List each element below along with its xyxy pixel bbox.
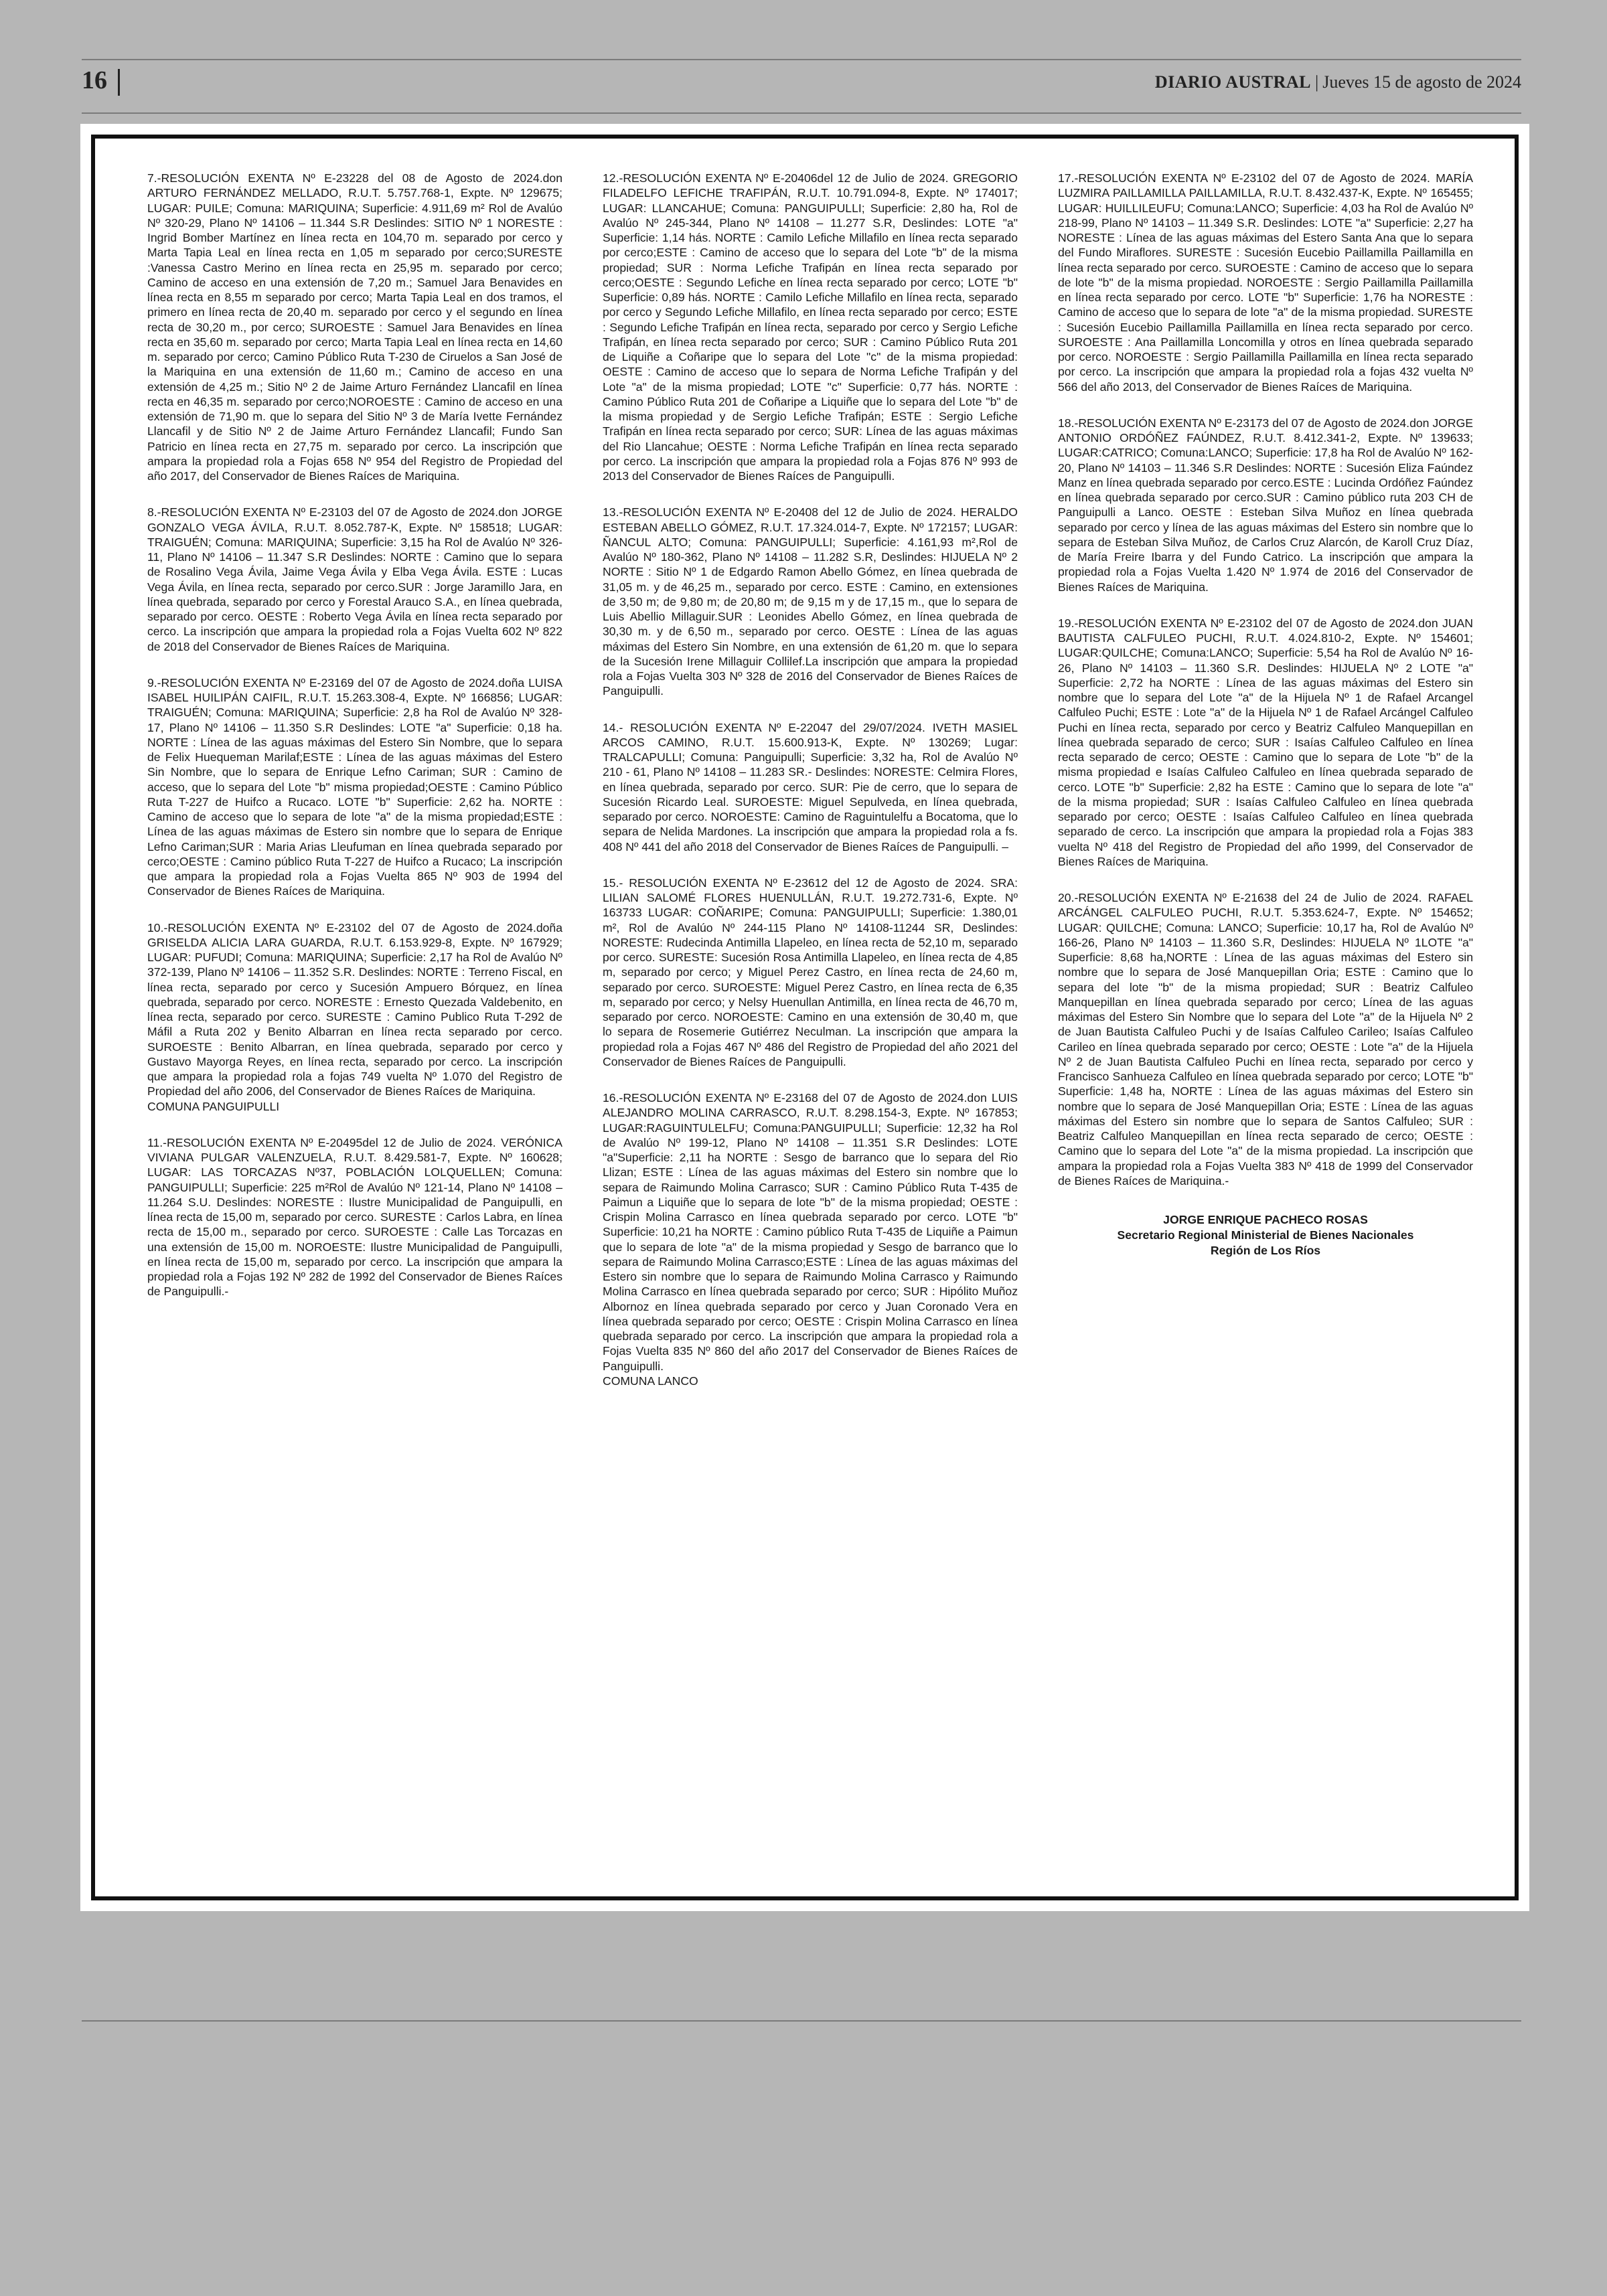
- resolution-notice: 16.-RESOLUCIÓN EXENTA Nº E-23168 del 07 de Agosto de 2024.don LUIS ALEJANDRO MOLINA CARRASCO, R.U.T. 8.298.154-3, Expte. Nº 167853; LUGAR:RAGUINTULELFU; Comuna:PANGUIPULLI; Superficie: 12,32 ha Rol de Avalúo Nº 199-12, Plano Nº 14108 – 11.351 S.R Deslindes: LOTE "a"Superficie: 2,11 ha NORTE : Sesgo de barranco que lo separa del Rio Llizan; ESTE : Línea de las aguas máximas del Estero sin nombre que lo separa de Raimundo Molina Carrasco; SUR : Camino Público Ruta T-435 de Paimun a Liquiñe que lo separa de lote "b" de la misma propiedad; OESTE : Crispin Molina Carrasco en línea quebrada separado por cerco. LOTE "b" Superficie: 10,21 ha NORTE : Camino público Ruta T-435 de Liquiñe a Paimun que lo separa de lote "a" de la misma propiedad y Sesgo de barranco que lo separa de Raimundo Molina Carrasco;ESTE : Línea de las aguas máximas del Estero sin nombre que lo separa de Raimundo Molina Carrasco y Raimundo Molina Carrasco en línea quebrada separado por cerco; SUR : Hipólito Muñoz Albornoz en línea quebrada separado por cerco y Juan Coronado Vera en línea quebrada separado por cerco; OESTE : Crispin Molina Carrasco en línea quebrada separado por cerco. La inscripción que ampara la propiedad rola a Fojas Vuelta 835 Nº 860 del año 2017 del Conservador de Bienes Raíces de Panguipulli.: [603, 1091, 1018, 1373]
- comuna-heading: COMUNA LANCO: [603, 1374, 698, 1388]
- footer-rule: [82, 2020, 1521, 2022]
- masthead: [1155, 72, 1521, 92]
- resolution-notice: 11.-RESOLUCIÓN EXENTA Nº E-20495del 12 de Julio de 2024. VERÓNICA VIVIANA PULGAR VALENZUELA, R.U.T. 8.429.581-7, Expte. Nº 160628; LUGAR: LAS TORCAZAS Nº37, POBLACIÓN LOLQUELLEN; Comuna: PANGUIPULLI; Superficie: 225 m²Rol de Avalúo Nº 121-14, Plano Nº 14108 – 11.264 S.U. Deslindes: NORESTE : Ilustre Municipalidad de Panguipulli, en línea recta de 15,00 m, separado por cerco. SURESTE : Carlos Labra, en línea recta de 15,00 m., separado por cerco. SUROESTE : Calle Las Torcazas en una extensión de 15,00 m. NOROESTE: Ilustre Municipalidad de Panguipulli, en línea recta de 15,00 m, separado por cerco. La inscripción que ampara la propiedad rola a Fojas 192 Nº 282 de 1992 del Conservador de Bienes Raíces de Panguipulli.-: [147, 1135, 562, 1299]
- resolution-notice: 8.-RESOLUCIÓN EXENTA Nº E-23103 del 07 de Agosto de 2024.don JORGE GONZALO VEGA ÁVILA, R.U.T. 8.052.787-K, Expte. Nº 158518; LUGAR: TRAIGUÉN; Comuna: MARIQUINA; Superficie: 3,15 ha Rol de Avalúo Nº 326-11, Plano Nº 14106 – 11.347 S.R Deslindes: NORTE : Camino que lo separa de Rosalino Vega Ávila, Jaime Vega Ávila y Elba Vega Ávila. ESTE : Lucas Vega Ávila, en línea recta, separado por cerco.SUR : Jorge Jaramillo Jara, en línea quebrada, separado por cerco y Forestal Arauco S.A., en línea quebrada, separado por cerco. OESTE : Roberto Vega Ávila en línea recta separado por cerco. La inscripción que ampara la propiedad rola a Fojas Vuelta 602 Nº 822 de 2018 del Conservador de Bienes Raíces de Mariquina.: [147, 505, 562, 653]
- resolution-notice: 12.-RESOLUCIÓN EXENTA Nº E-20406del 12 de Julio de 2024. GREGORIO FILADELFO LEFICHE TRAFIPÁN, R.U.T. 10.791.094-8, Expte. Nº 174017; LUGAR: LLANCAHUE; Comuna: PANGUIPULLI; Superficie: 2,80 ha, Rol de Avalúo Nº 245-344, Plano Nº 14108 – 11.277 S.R, Deslindes: LOTE "a" Superficie: 1,14 hás. NORTE : Camilo Lefiche Millafilo en línea recta separado por cerco;ESTE : Camino de acceso que lo separa del Lote "b" de la misma propiedad; SUR : Norma Lefiche Trafipán en línea recta separado por cerco;OESTE : Segundo Lefiche en línea recta separado por cerco; LOTE "b" Superficie: 0,89 hás. NORTE : Camilo Lefiche Millafilo en línea recta, separado por cerco y Segundo Lefiche Millafilo, en línea recta separado por cerco; ESTE : Segundo Lefiche Trafipán en línea recta, separado por cerco y Sergio Lefiche Trafipán, en línea recta separado por cerco; SUR : Camino Público Ruta 201 de Liquiñe a Coñaripe que lo separa del Lote "c" de la misma propiedad: OESTE : Camino de acceso que lo separa de Norma Lefiche Trafipán y del Lote "a" de la misma propiedad; LOTE "c" Superficie: 0,77 hás. NORTE : Camino Público Ruta 201 de Coñaripe a Liquiñe que lo separa del Lote "b" de la misma propiedad y de Sergio Lefiche Trafipán; ESTE : Sergio Lefiche Trafipán en línea recta separado por cerco; SUR: Línea de las aguas máximas del Rio Llancahue; OESTE : Norma Lefiche Trafipán en línea recta separado por cerco. La inscripción que ampara la propiedad rola a Fojas 876 Nº 993 de 2013 del Conservador de Bienes Raíces de Panguipulli.: [603, 171, 1018, 483]
- resolution-notice: 17.-RESOLUCIÓN EXENTA Nº E-23102 del 07 de Agosto de 2024. MARÍA LUZMIRA PAILLAMILLA PAILLAMILLA, R.U.T. 8.432.437-K, Expte. Nº 165455; LUGAR: HUILLILEUFU; Comuna:LANCO; Superficie: 4,03 ha Rol de Avalúo Nº 218-99, Plano Nº 14103 – 11.349 S.R. Deslindes: LOTE "a" Superficie: 2,27 ha NORESTE : Línea de las aguas máximas del Estero Santa Ana que lo separa del Fundo Miraflores. SURESTE : Sucesión Eucebio Paillamilla Paillamilla en línea recta separado por cerco. SUROESTE : Camino de acceso que lo separa de lote "b" de la misma propiedad. NOROESTE : Sergio Paillamilla Paillamilla en línea recta separado por cerco. LOTE "b" Superficie: 1,76 ha NORESTE : Camino de acceso que lo separa de lote "a" de la misma propiedad. SURESTE : Sucesión Eucebio Paillamilla Paillamilla en línea recta separado por cerco. SUROESTE : Ana Paillamilla Loncomilla y otros en línea quebrada separado por cerco. NOROESTE : Sergio Paillamilla Paillamilla en línea recta separado por cerco. La inscripción que ampara la propiedad rola a fojas 432 vuelta Nº 566 del año 2013, del Conservador de Bienes Raíces de Mariquina.: [1058, 171, 1473, 394]
- signatory-title: Secretario Regional Ministerial de Bienes Nacionales: [1117, 1228, 1414, 1242]
- resolution-notice: 13.-RESOLUCIÓN EXENTA Nº E-20408 del 12 de Julio de 2024. HERALDO ESTEBAN ABELLO GÓMEZ, R.U.T. 17.324.014-7, Expte. Nº 172157; LUGAR: ÑANCUL ALTO; Comuna: PANGUIPULLI; Superficie: 4.161,93 m²,Rol de Avalúo Nº 180-362, Plano Nº 14108 – 11.282 S.R, Deslindes: HIJUELA Nº 2 NORTE : Sitio Nº 1 de Edgardo Ramon Abello Gómez, en línea quebrada de 31,05 m. y de 46,25 m., separado por cerco. ESTE : Camino, en extensiones de 3,50 m; de 9,80 m; de 20,80 m; de 9,15 m y de 17,15 m., que lo separa de Luis Abellio Millaguir.SUR : Leonides Abello Gómez, en línea quebrada de 30,30 m. y de 6,50 m., separado por cerco. OESTE : Línea de las aguas máximas del Estero Sin Nombre, en una extensión de 61,20 m. que lo separa de la Sucesión Irene Millaguir Collilef.La inscripción que ampara la propiedad rola a Fojas Vuelta 303 Nº 328 de 2016 del Conservador de Bienes Raíces de Panguipulli.: [603, 505, 1018, 698]
- resolution-notice: 14.- RESOLUCIÓN EXENTA Nº E-22047 del 29/07/2024. IVETH MASIEL ARCOS CAMINO, R.U.T. 15.600.913-K, Expte. Nº 130269; Lugar: TRALCAPULLI; Comuna: Panguipulli; Superficie: 3,32 ha, Rol de Avalúo Nº 210 - 61, Plano Nº 14108 – 11.283 SR.- Deslindes: NORESTE: Celmira Flores, en línea quebrada, separado por cerco. SUR: Pie de cerro, que lo separa de Sucesión Ricardo Leal. SUROESTE: Miguel Sepulveda, en línea quebrada, separado por cerco. NOROESTE: Camino de Raguintulelfu a Bocatoma, que lo separa de Nelida Mardones. La inscripción que ampara la propiedad rola a fs. 408 Nº 441 del año 2018 del Conservador de Bienes Raíces de Panguipulli. –: [603, 720, 1018, 853]
- issue-date: Jueves 15 de agosto de 2024: [1322, 72, 1521, 92]
- resolution-notice: 20.-RESOLUCIÓN EXENTA Nº E-21638 del 24 de Julio de 2024. RAFAEL ARCÁNGEL CALFULEO PUCHI, R.U.T. 5.353.624-7, Expte. Nº 154652; LUGAR: QUILCHE; Comuna: LANCO; Superficie: 10,17 ha, Rol de Avalúo Nº 166-26, Plano Nº 14103 – 11.360 S.R, Deslindes: HIJUELA Nº 1LOTE "a" Superficie: 8,68 ha,NORTE : Línea de las aguas máximas del Estero sin nombre que lo separa de José Manquepillan Oria; ESTE : Camino que lo separa del lote "b" de la misma propiedad; SUR : Beatriz Calfuleo Manquepillan en línea quebrada separado por cerco; Línea de las aguas máximas del Estero Sin Nombre que lo separa del Lote "a" de la Hijuela Nº 2 de Juan Bautista Calfuleo Puchi y de Isaías Calfuleo Carileo; Isaías Calfuleo Carileo en línea quebrada separado por cerco; OESTE : Lote "a" de la Hijuela Nº 2 de Juan Bautista Calfuleo Puchi en línea recta, separado por cerco y Francisco Sanhueza Calfuleo en línea quebrada separado por cerco; LOTE "b" Superficie: 1,48 ha, NORTE : Línea de las aguas máximas del Estero sin nombre que lo separa de José Manquepillan Oria; ESTE : Línea de las aguas máximas del Estero sin nombre que lo separa de Santos Calfuleo; SUR : Beatriz Calfuleo Manquepillan en línea recta separado de cerco; OESTE : Camino que lo separa del Lote "a" de la misma propiedad. La inscripción que ampara la propiedad rola a Fojas Vuelta 383 Nº 418 de 1999 del Conservador de Bienes Raíces de Mariquina.-: [1058, 891, 1473, 1187]
- resolution-notice: 7.-RESOLUCIÓN EXENTA Nº E-23228 del 08 de Agosto de 2024.don ARTURO FERNÁNDEZ MELLADO, R.U.T. 5.757.768-1, Expte. Nº 129675; LUGAR: PUILE; Comuna: MARIQUINA; Superficie: 4.911,69 m² Rol de Avalúo Nº 320-29, Plano Nº 14106 – 11.344 S.R Deslindes: SITIO Nº 1 NORESTE : Ingrid Bomber Martínez en línea recta en 104,70 m. separado por cerco y Marta Tapia Leal en línea recta en 1,05 m separado por cerco;SURESTE :Vanessa Castro Merino en línea recta en 25,95 m. separado por cerco; Camino de acceso en una extensión de 7,20 m.; Samuel Jara Benavides en línea recta en 8,55 m separado por cerco; Marta Tapia Leal en dos tramos, el primero en línea recta de 20,40 m. separado por cerco y el segundo en línea recta de 30,20 m., por cerco; SUROESTE : Samuel Jara Benavides en línea recta en 35,60 m. separado por cerco; Marta Tapia Leal en línea recta en 14,60 m. separado por cerco; Camino Público Ruta T-230 de Ciruelos a San José de la Mariquina en una extensión de 11,60 m.; Camino de acceso en una extensión de 4,25 m.; Sitio Nº 2 de Jaime Arturo Fernández Llancafil en línea recta en 46,35 m. separado por cerco;NOROESTE : Camino de acceso en una extensión de 71,90 m. que lo separa del Sitio Nº 3 de María Ivette Fernández Llancafil y de Sitio Nº 2 de Jaime Arturo Fernández Llancafil; Fundo San Patricio en línea recta en 27,75 m. separado por cerco. La inscripción que ampara la propiedad rola a Fojas 658 Nº 954 del Registro de Propiedad del año 2017, del Conservador de Bienes Raíces de Mariquina.: [147, 171, 562, 483]
- column-1: [147, 171, 562, 1321]
- signatory-name: JORGE ENRIQUE PACHECO ROSAS: [1163, 1213, 1368, 1226]
- signatory-region: Región de Los Ríos: [1210, 1243, 1321, 1257]
- resolution-notice: 10.-RESOLUCIÓN EXENTA Nº E-23102 del 07 de Agosto de 2024.doña GRISELDA ALICIA LARA GUARDA, R.U.T. 6.153.929-8, Expte. Nº 167929; LUGAR: PUFUDI; Comuna: MARIQUINA; Superficie: 2,17 ha Rol de Avalúo Nº 372-139, Plano Nº 14106 – 11.352 S.R. Deslindes: NORTE : Terreno Fiscal, en línea recta, separado por cerco y Sucesión Ampuero Bórquez, en línea quebrada, separado por cerco. NORESTE : Ernesto Quezada Valdebenito, en línea recta, separado por cerco. SURESTE : Camino Publico Ruta T-292 de Máfil a Ruta 202 y Benito Albarran en línea recta separado por cerco. SUROESTE : Benito Albarran, en línea quebrada, separado por cerco y Gustavo Mayorga Reyes, en línea recta, separado por cerco. La inscripción que ampara la propiedad rola a fojas 749 vuelta Nº 1.070 del Registro de Propiedad del año 2006, del Conservador de Bienes Raíces de Mariquina.: [147, 920, 562, 1098]
- header-top-rule: [82, 59, 1521, 60]
- page-number-separator: [118, 69, 120, 96]
- notice-sheet: [80, 124, 1529, 1911]
- resolution-notice: 18.-RESOLUCIÓN EXENTA Nº E-23173 del 07 de Agosto de 2024.don JORGE ANTONIO ORDÓÑEZ FAÚNDEZ, R.U.T. 8.412.341-2, Expte. Nº 139633; LUGAR:CATRICO; Comuna:LANCO; Superficie: 17,8 ha Rol de Avalúo Nº 162-20, Plano Nº 14103 – 11.346 S.R Deslindes: NORTE : Sucesión Eliza Faúndez Manz en línea quebrada separado por cerco.ESTE : Lucinda Ordóñez Faúndez en línea quebrada separado por cerco.SUR : Camino público ruta 203 CH de Panguipulli a Lanco. OESTE : Esteban Silva Muñoz en línea quebrada separado por cerco y línea de las aguas máximas del Estero sin nombre que lo separa de Esteban Silva Muñoz, de Carlos Cruz Alarcón, de Karoll Cruz Díaz, de María Freire Ibarra y del Fundo Catrico. La inscripción que ampara la propiedad rola a Fojas Vuelta 1.420 Nº 1.974 de 2016 del Conservador de Bienes Raíces de Mariquina.: [1058, 416, 1473, 594]
- comuna-heading: COMUNA PANGUIPULLI: [147, 1099, 280, 1113]
- column-2: [603, 171, 1018, 1410]
- column-3-items: [1058, 171, 1473, 1188]
- notice-frame: [91, 135, 1519, 1900]
- signature-block: [1058, 1212, 1473, 1258]
- resolution-notice: 15.- RESOLUCIÓN EXENTA Nº E-23612 del 12 de Agosto de 2024. SRA: LILIAN SALOMÉ FLORES HUENULLÁN, R.U.T. 19.272.731-6, Expte. Nº 163733 LUGAR: COÑARIPE; Comuna: PANGUIPULLI; Superficie: 1.380,01 m², Rol de Avalúo Nº 244-115 Plano Nº 14108-11244 SR, Deslindes: NORESTE: Rudecinda Antimilla Llapeleo, en línea recta de 52,10 m, separado por cerco. SURESTE: Sucesión Rosa Antimilla Llapeleo, en línea recta de 4,85 m, separado por cerco; y Miguel Perez Castro, en línea recta de 24,60 m, separado por cerco. SUROESTE: Miguel Perez Castro, en línea recta de 6,35 m, separado por cerco; y Nelsy Huenullan Antimilla, en línea recta de 46,70 m, separado por cerco. NOROESTE: Camino en una extensión de 30,40 m, que lo separa de Rosemerie Gutiérrez Neculman. La inscripción que ampara la propiedad rola a Fojas 467 Nº 486 del Registro de Propiedad del año 2021 del Conservador de Bienes Raíces de Panguipulli.: [603, 876, 1018, 1068]
- masthead-separator: |: [1315, 72, 1319, 92]
- column-3: [1058, 171, 1473, 1258]
- resolution-notice: 19.-RESOLUCIÓN EXENTA Nº E-23102 del 07 de Agosto de 2024.don JUAN BAUTISTA CALFULEO PUCHI, R.U.T. 4.024.810-2, Expte. Nº 154601; LUGAR:QUILCHE; Comuna:LANCO; Superficie: 5,54 ha Rol de Avalúo Nº 16-26, Plano Nº 14103 – 11.360 S.R. Deslindes: HIJUELA Nº 2 LOTE "a" Superficie: 2,72 ha NORTE : Línea de las aguas máximas del Estero sin nombre que lo separa del Lote "a" de la Hijuela Nº 1 de Rafael Arcangel Calfuleo Puchi; ESTE : Lote "a" de la Hijuela Nº 1 de Rafael Arcángel Calfuleo Puchi en línea recta, separado por cerco y Beatriz Calfuleo Manquepillan en línea quebrada separado de cerco; SUR : Isaías Calfuleo Calfuleo en línea recta separado de cerco; OESTE : Camino que lo separa de Lote "b" de la misma propiedad e Isaías Calfuleo Calfuleo en línea quebrada separado de cerco. LOTE "b" Superficie: 2,82 ha ESTE : Camino que lo separa de lote "a" de la misma propiedad; SUR : Isaías Calfuleo Calfuleo en línea quebrada separado por cerco; OESTE : Isaías Calfuleo Calfuleo en línea quebrada separado de cerco. La inscripción que ampara la propiedad rola a Fojas 383 vuelta Nº 418 del Registro de Propiedad del año 1999, del Conservador de Bienes Raíces de Mariquina.: [1058, 616, 1473, 868]
- resolution-notice: 9.-RESOLUCIÓN EXENTA Nº E-23169 del 07 de Agosto de 2024.doña LUISA ISABEL HUILIPÁN CAIFIL, R.U.T. 15.263.308-4, Expte. Nº 166856; LUGAR: TRAIGUÉN; Comuna: MARIQUINA; Superficie: 2,8 ha Rol de Avalúo Nº 328-17, Plano Nº 14106 – 11.350 S.R Deslindes: LOTE "a" Superficie: 0,18 ha. NORTE : Línea de las aguas máximas del Estero Sin Nombre, que lo separa de Felix Huequeman Marilaf;ESTE : Línea de las aguas máximas del Estero Sin Nombre, que lo separa de Enrique Lefno Cariman; SUR : Camino de acceso, que lo separa del Lote "b" misma propiedad;OESTE : Camino Público Ruta T-227 de Huifco a Rucaco. LOTE "b" Superficie: 2,62 ha. NORTE : Camino de acceso que lo separa de lote "a" de la misma propiedad;ESTE : Línea de las aguas máximas de Estero sin nombre que lo separa de Enrique Lefno Cariman;SUR : Maria Arias Lleufuman en línea quebrada separado por cerco;OESTE : Camino público Ruta T-227 de Huifco a Rucaco; La inscripción que ampara la propiedad rola a Fojas Vuelta 865 Nº 903 de 1994 del Conservador de Bienes Raíces de Mariquina.: [147, 675, 562, 898]
- header-bottom-rule: [82, 112, 1521, 114]
- newspaper-name: DIARIO AUSTRAL: [1154, 72, 1311, 92]
- page-number: 16: [82, 66, 107, 94]
